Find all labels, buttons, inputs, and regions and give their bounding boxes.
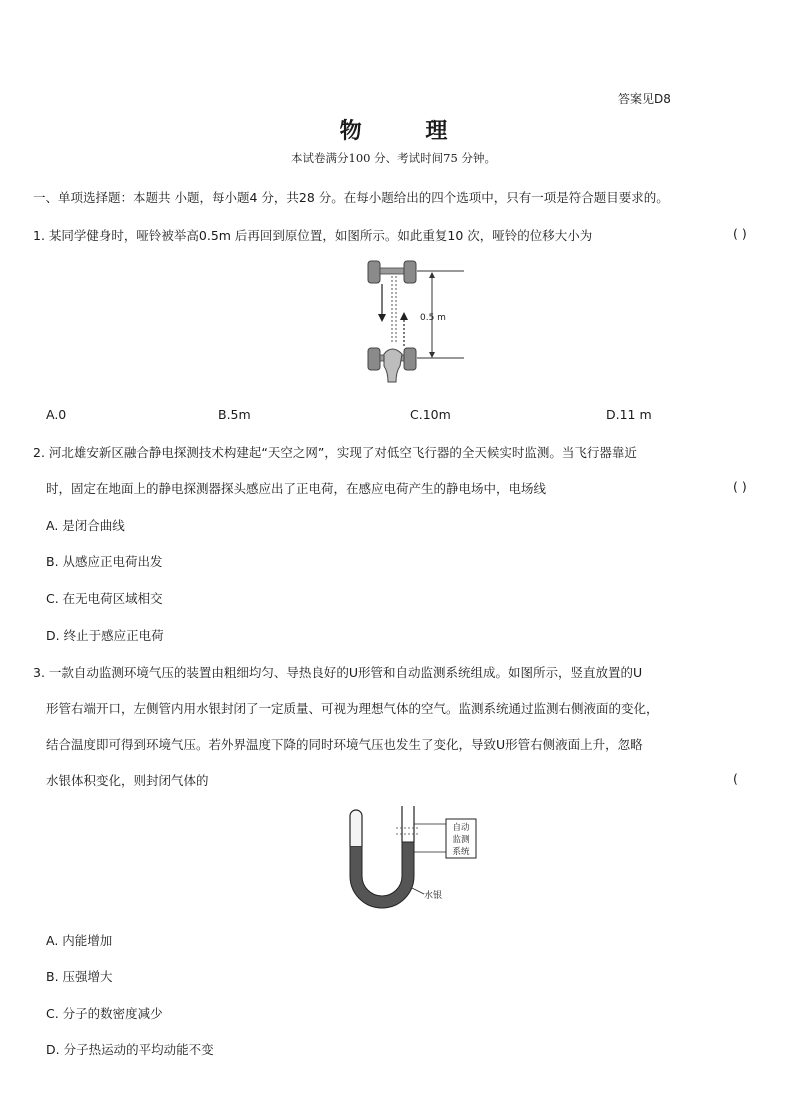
question-3-stem-line-4: 水银体积变化，则封闭气体的: [46, 773, 209, 788]
question-3-option-c[interactable]: C. 分子的数密度减少: [46, 1006, 163, 1021]
question-1-option-c[interactable]: C.10m: [410, 407, 451, 422]
question-1-option-d[interactable]: D.11 m: [606, 407, 652, 422]
question-3-option-b[interactable]: B. 压强增大: [46, 969, 113, 984]
question-1-bracket: ( ): [733, 226, 747, 241]
question-3-stem-line-3: 结合温度即可得到环境气压。若外界温度下降的同时环境气压也发生了变化，导致U形管右侧液面上升，忽略: [46, 737, 643, 752]
u-tube-figure: [340, 806, 482, 912]
question-3-option-a[interactable]: A. 内能增加: [46, 933, 113, 948]
page-title: 物 理: [339, 118, 476, 144]
question-2-stem-line-1: 2. 河北雄安新区融合静电探测技术构建起“天空之网”，实现了对低空飞行器的全天候实时监测。当飞行器靠近: [33, 445, 637, 460]
dumbbell-figure: [362, 258, 466, 386]
dumbbell-bottom: [368, 348, 416, 382]
question-1-option-b[interactable]: B.5m: [218, 407, 251, 422]
question-2-bracket: ( ): [733, 479, 747, 494]
box-line-3: 系统: [452, 847, 470, 857]
height-label: 0.5 m: [420, 313, 446, 323]
question-2-option-b[interactable]: B. 从感应正电荷出发: [46, 554, 163, 569]
question-2-option-c[interactable]: C. 在无电荷区域相交: [46, 591, 163, 606]
question-3-stem-line-1: 3. 一款自动监测环境气压的装置由粗细均匀、导热良好的U形管和自动监测系统组成。如图所示，竖直放置的U: [33, 665, 643, 680]
question-1-stem: 1. 某同学健身时，哑铃被举高0.5m 后再回到原位置，如图所示。如此重复10 次，哑铃的位移大小为: [33, 228, 593, 243]
question-3-bracket: (: [733, 771, 738, 786]
answer-reference: 答案见D8: [618, 92, 671, 106]
exam-info: 本试卷满分100 分、考试时间75 分钟。: [291, 151, 496, 165]
question-3-stem-line-2: 形管右端开口，左侧管内用水银封闭了一定质量、可视为理想气体的空气。监测系统通过监测右侧液面的变化，: [46, 701, 659, 716]
dumbbell-top: [368, 261, 416, 283]
question-3-option-d[interactable]: D. 分子热运动的平均动能不变: [46, 1042, 214, 1057]
mercury-label: 水银: [424, 891, 443, 901]
question-1-option-a[interactable]: A.0: [46, 407, 67, 422]
box-line-1: 自动: [452, 823, 470, 833]
question-2-option-d[interactable]: D. 终止于感应正电荷: [46, 628, 164, 643]
section-heading: 一、单项选择题：本题共 小题，每小题4 分，共28 分。在每小题给出的四个选项中，只有一项是符合题目要求的。: [33, 190, 669, 205]
question-2-stem-line-2: 时，固定在地面上的静电探测器探头感应出了正电荷，在感应电荷产生的静电场中，电场线: [46, 481, 547, 496]
box-line-2: 监测: [452, 835, 470, 845]
question-2-option-a[interactable]: A. 是闭合曲线: [46, 518, 125, 533]
